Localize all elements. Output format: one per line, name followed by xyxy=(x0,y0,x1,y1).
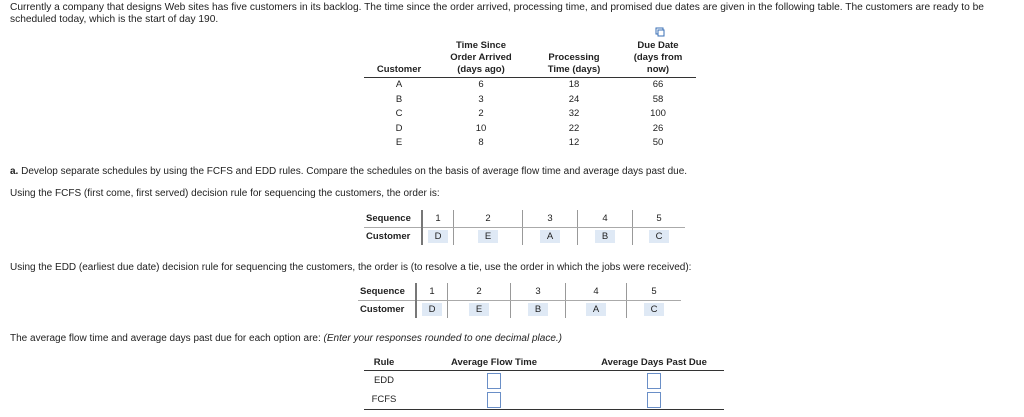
table-row xyxy=(364,371,724,391)
sequence-number: 5 xyxy=(633,210,686,228)
fcfs-average-days-past-due-input[interactable] xyxy=(647,392,661,408)
customer-answer[interactable]: A xyxy=(586,303,606,316)
arrived-cell: 3 xyxy=(478,93,484,105)
customer-answer[interactable]: E xyxy=(478,230,498,243)
arrived-cell: 2 xyxy=(478,108,484,119)
processing-cell: 18 xyxy=(568,79,580,90)
table-row xyxy=(364,136,696,151)
customer-label: Customer xyxy=(358,301,416,319)
rule-cell: FCFS xyxy=(364,390,404,410)
edd-slot-1[interactable] xyxy=(416,301,448,319)
sequence-number: 1 xyxy=(416,283,448,301)
fcfs-slot-1[interactable] xyxy=(422,228,454,246)
processing-cell: 32 xyxy=(568,108,580,119)
table-row xyxy=(364,122,696,137)
edd-average-flow-time-input[interactable] xyxy=(487,373,501,389)
results-table xyxy=(364,355,724,410)
customer-answer[interactable]: D xyxy=(428,230,448,243)
processing-cell: 12 xyxy=(568,137,580,148)
customer-answer[interactable]: C xyxy=(644,303,664,316)
fcfs-average-flow-time-input[interactable] xyxy=(487,392,501,408)
customer-cell: C xyxy=(395,108,403,119)
header-due-date: Due Date (days from now) xyxy=(620,40,696,78)
sequence-number: 3 xyxy=(523,210,578,228)
customer-answer[interactable]: B xyxy=(595,230,615,243)
fcfs-slot-4[interactable] xyxy=(578,228,633,246)
due-cell: 26 xyxy=(652,122,664,134)
header-average-flow-time: Average Flow Time xyxy=(404,355,584,371)
customer-label: Customer xyxy=(364,228,422,246)
customer-cell: B xyxy=(395,93,403,105)
edd-slot-4[interactable] xyxy=(566,301,627,319)
fcfs-slot-3[interactable] xyxy=(523,228,578,246)
arrived-cell: 10 xyxy=(475,122,487,134)
header-processing-time: Processing Time (days) xyxy=(528,40,620,78)
due-cell: 100 xyxy=(650,108,666,119)
arrived-cell: 6 xyxy=(478,79,484,90)
edd-slot-3[interactable] xyxy=(511,301,566,319)
problem-intro: Currently a company that designs Web sites has five customers in its backlog. The time since the order arrived, processing time, and promised due dates are given in the following table. The customers are ready to be scheduled today, which is the start of day 190. xyxy=(10,2,984,25)
customer-answer[interactable]: E xyxy=(469,303,489,316)
sequence-label: Sequence xyxy=(364,210,422,228)
fcfs-slot-2[interactable] xyxy=(454,228,523,246)
sequence-number: 2 xyxy=(448,283,511,301)
edd-slot-2[interactable] xyxy=(448,301,511,319)
table-row xyxy=(364,107,696,122)
table-row xyxy=(364,78,696,93)
customer-data-table xyxy=(364,40,696,151)
processing-cell: 22 xyxy=(568,122,580,134)
header-rule: Rule xyxy=(364,355,404,371)
sequence-number: 4 xyxy=(566,283,627,301)
part-a-instructions xyxy=(10,166,687,178)
due-cell: 66 xyxy=(652,79,664,90)
results-prompt-text: The average flow time and average days past due for each option are: xyxy=(10,333,321,344)
copy-icon[interactable] xyxy=(655,27,665,37)
processing-cell: 24 xyxy=(568,93,580,105)
due-cell: 50 xyxy=(652,137,664,148)
part-a-text: Develop separate schedules by using the FCFS and EDD rules. Compare the schedules on the basis of average flow time and average days past due. xyxy=(21,166,688,177)
customer-cell: A xyxy=(395,79,403,90)
fcfs-prompt: Using the FCFS (first come, first served) decision rule for sequencing the customers, the order is: xyxy=(10,188,440,199)
header-customer: Customer xyxy=(364,40,434,78)
header-average-days-past-due: Average Days Past Due xyxy=(584,355,724,371)
sequence-number: 3 xyxy=(511,283,566,301)
customer-answer[interactable]: D xyxy=(422,303,442,316)
results-hint: (Enter your responses rounded to one decimal place.) xyxy=(323,333,562,344)
sequence-number: 2 xyxy=(454,210,523,228)
edd-sequence-table xyxy=(358,283,681,318)
edd-slot-5[interactable] xyxy=(627,301,682,319)
customer-cell: D xyxy=(395,122,403,134)
sequence-number: 1 xyxy=(422,210,454,228)
sequence-label: Sequence xyxy=(358,283,416,301)
header-time-since-arrived: Time Since Order Arrived (days ago) xyxy=(434,40,528,78)
arrived-cell: 8 xyxy=(478,137,484,148)
edd-average-days-past-due-input[interactable] xyxy=(647,373,661,389)
table-row xyxy=(364,93,696,108)
edd-prompt: Using the EDD (earliest due date) decision rule for sequencing the customers, the order is (to resolve a tie, use the order in which the jobs were received): xyxy=(10,262,692,273)
due-cell: 58 xyxy=(652,93,664,105)
sequence-number: 4 xyxy=(578,210,633,228)
part-label: a. xyxy=(10,166,19,177)
customer-answer[interactable]: C xyxy=(649,230,669,243)
customer-cell: E xyxy=(395,137,403,148)
results-prompt xyxy=(10,333,562,345)
table-row xyxy=(364,390,724,410)
fcfs-sequence-table xyxy=(364,210,685,245)
customer-answer[interactable]: B xyxy=(528,303,548,316)
fcfs-slot-5[interactable] xyxy=(633,228,686,246)
sequence-number: 5 xyxy=(627,283,682,301)
rule-cell: EDD xyxy=(373,375,395,386)
customer-answer[interactable]: A xyxy=(540,230,560,243)
